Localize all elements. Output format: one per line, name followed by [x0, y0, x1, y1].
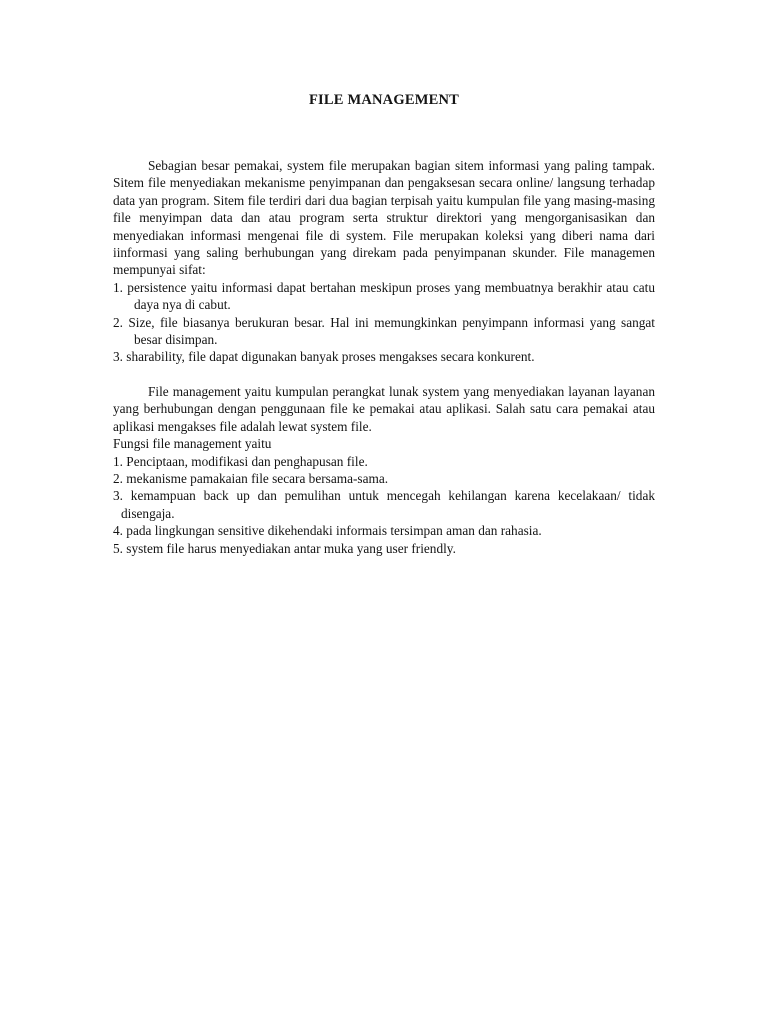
intro-paragraph: Sebagian besar pemakai, system file merupakan bagian sitem informasi yang paling tampak. Sitem file menyediakan mekanisme penyimpanan dan pengaksesan secara online/ langsung terhadap data yan program. Sitem file terdiri dari dua bagian terpisah yaitu kumpulan file yang masing-masing file menyimpan data dan atau program serta struktur direktori yang mengorganisasikan dan menyediakan informasi mengenai file di system. File merupakan koleksi yang diberi nama dari iinformasi yang saling berhubungan yang direkam pada penyimpanan skunder. File managemen mempunyai sifat:	[113, 158, 655, 278]
document-body	[113, 157, 655, 557]
fungsi-list	[113, 453, 655, 557]
paragraph-spacer	[113, 366, 655, 383]
sifat-item-3: 3. sharability, file dapat digunakan banyak proses mengakses secara konkurent.	[113, 349, 535, 365]
fungsi-item-1: 1. Penciptaan, modifikasi dan penghapusan file.	[113, 453, 368, 469]
sifat-item-1: 1. persistence yaitu informasi dapat bertahan meskipun proses yang membuatnya berakhir atau catu daya nya di cabut.	[113, 279, 655, 313]
sifat-list	[113, 279, 655, 366]
fungsi-item-2: 2. mekanisme pamakaian file secara bersama-sama.	[113, 470, 389, 486]
sifat-item-2: 2. Size, file biasanya berukuran besar. Hal ini memungkinkan penyimpann informasi yang sangat besar disimpan.	[113, 314, 655, 348]
fungsi-item-3: 3. kemampuan back up dan pemulihan untuk mencegah kehilangan karena kecelakaan/ tidak disengaja.	[113, 488, 655, 521]
second-paragraph: File management yaitu kumpulan perangkat lunak system yang menyediakan layanan layanan yang berhubungan dengan penggunaan file ke pemakai atau aplikasi. Salah satu cara pemakai atau aplikasi mengakses file adalah lewat system file.	[113, 383, 655, 434]
fungsi-heading: Fungsi file management yaitu	[113, 436, 272, 452]
document-title: FILE MANAGEMENT	[308, 92, 460, 108]
fungsi-item-5: 5. system file harus menyediakan antar muka yang user friendly.	[113, 540, 456, 556]
fungsi-item-4: 4. pada lingkungan sensitive dikehendaki informais tersimpan aman dan rahasia.	[113, 523, 542, 539]
